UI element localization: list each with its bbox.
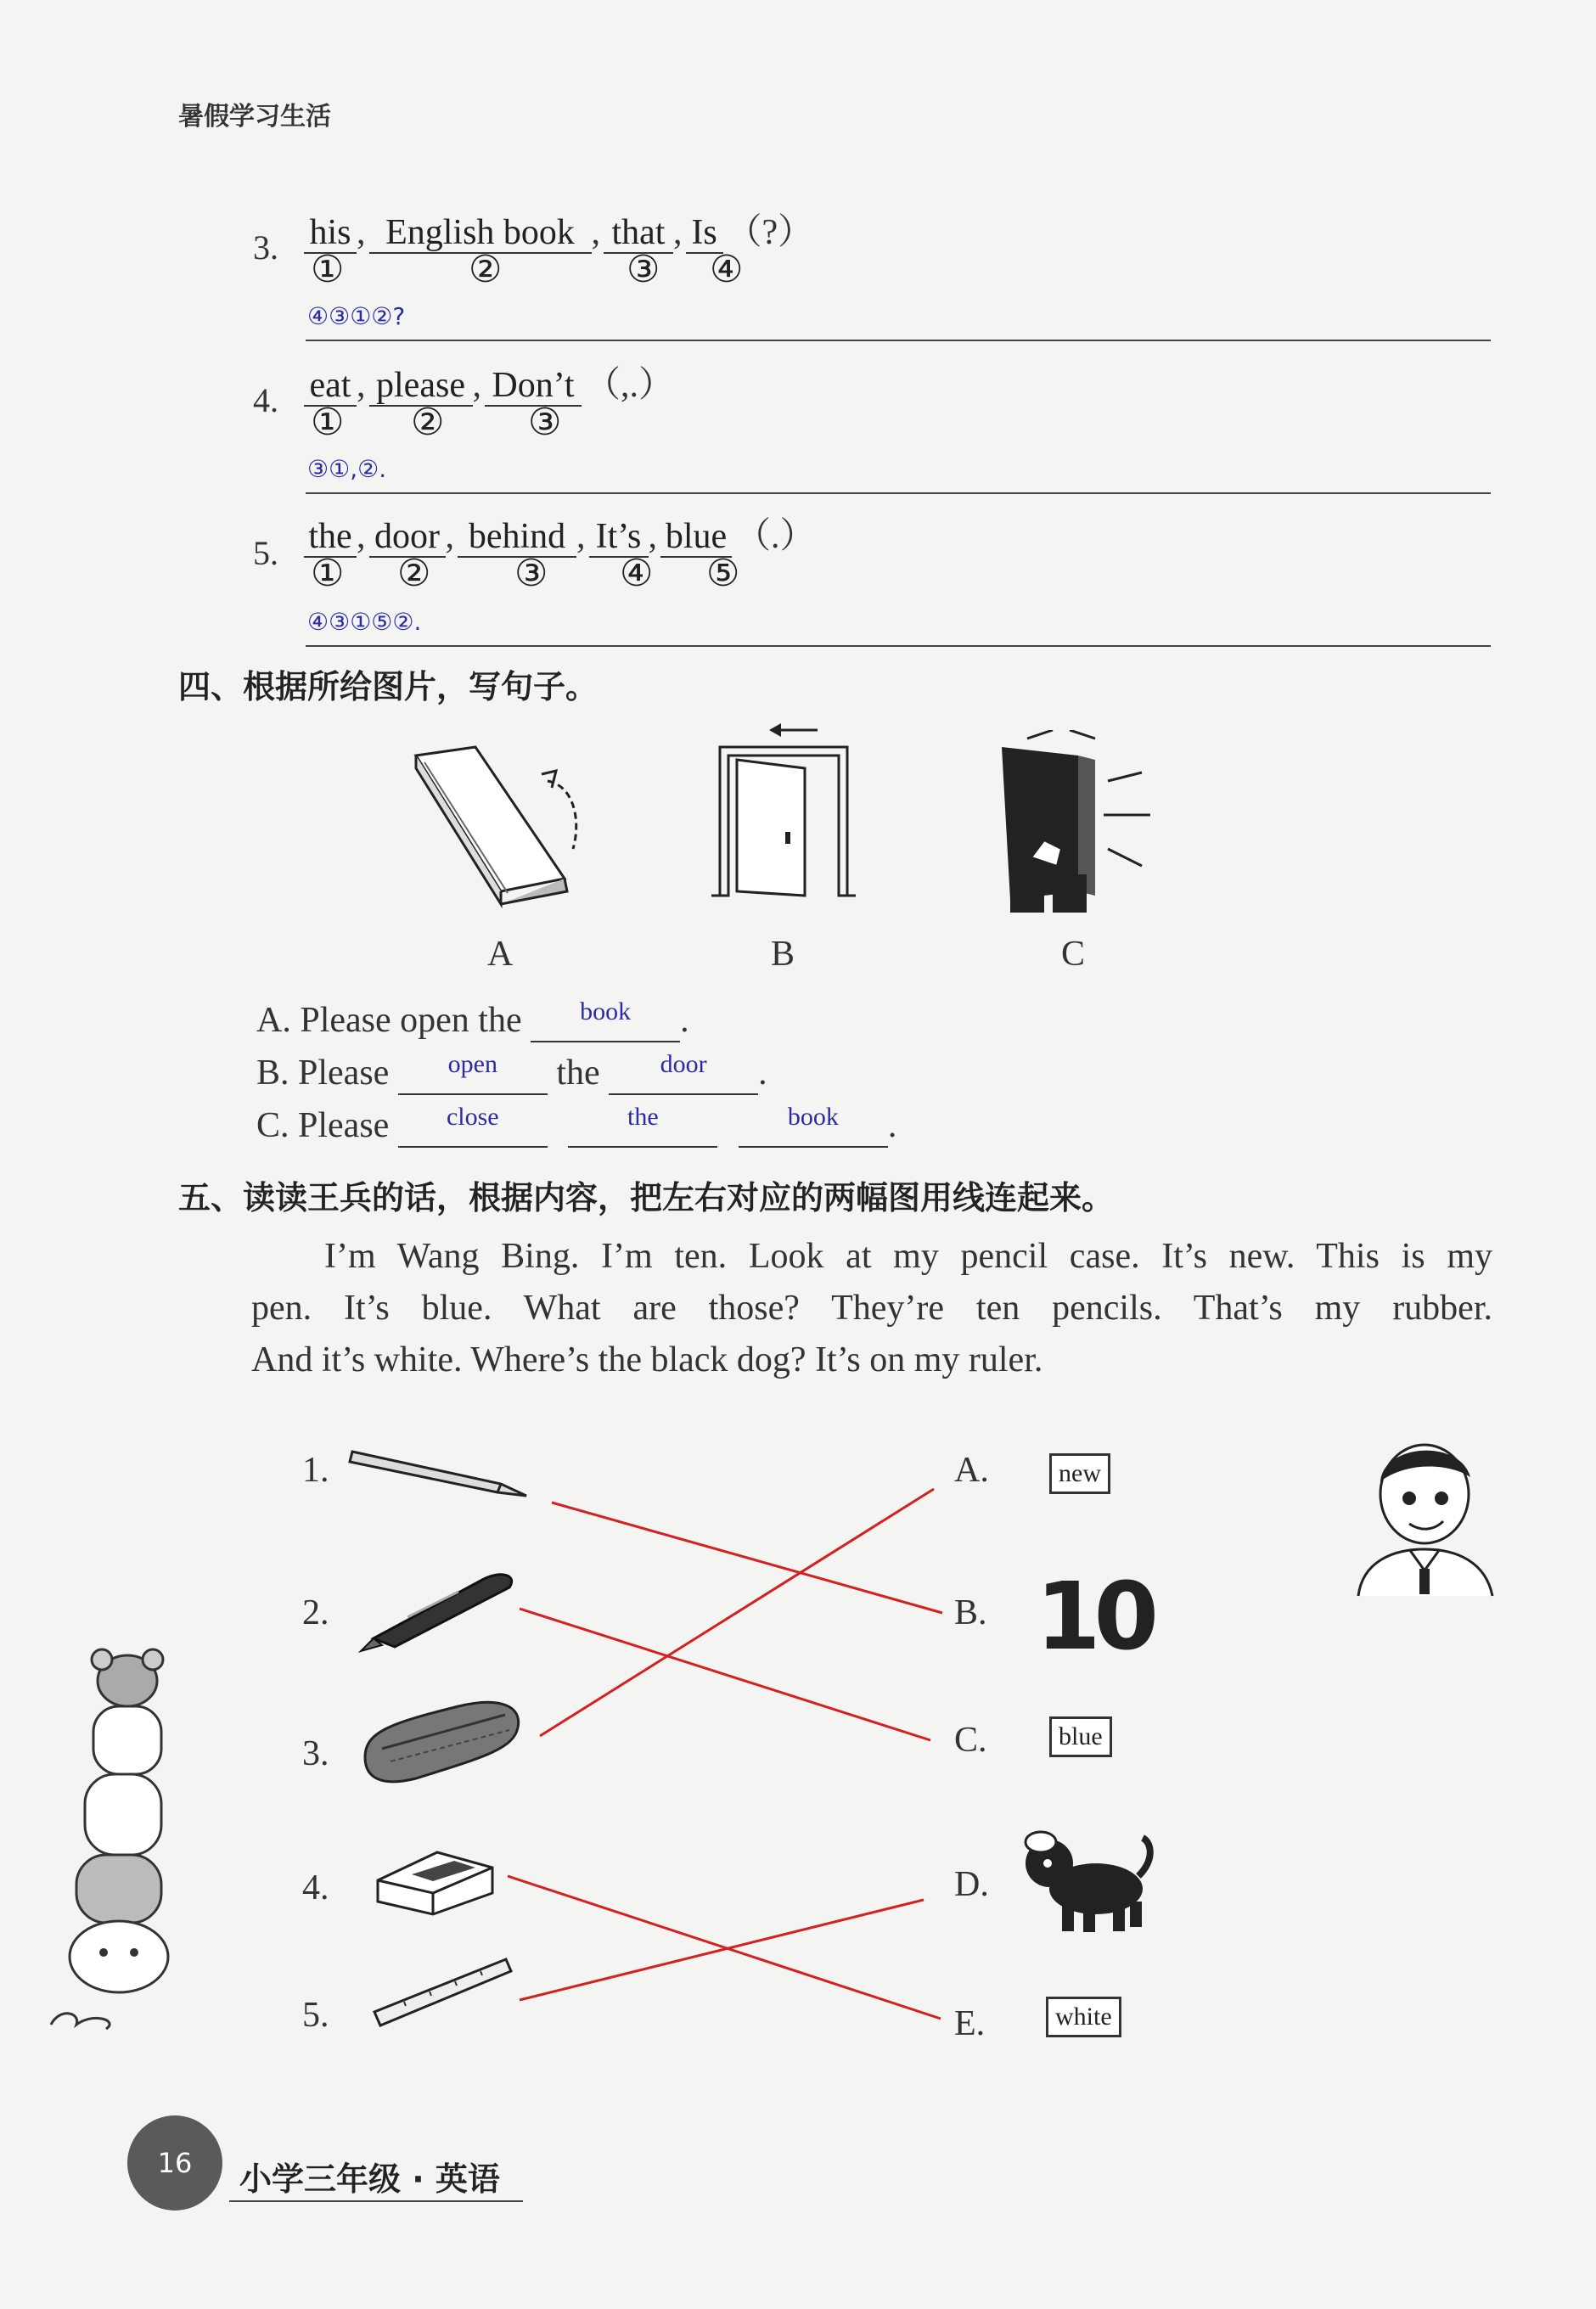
q3-mark-1: ① [311, 248, 345, 291]
line-c-answer-3: book [787, 1103, 839, 1131]
q4-word-1: eat [304, 366, 357, 407]
q5-words: the , door , behind , It’s , blue （.） [304, 508, 816, 559]
q3-mark-4: ④ [710, 248, 744, 291]
q5-word-4: It’s [589, 517, 649, 558]
q4-number: 4. [253, 381, 278, 419]
passage-line-1: I’m Wang Bing. I’m ten. Look at my pencil case. It’s new. This is my [324, 1237, 1492, 1276]
stacked-animals-decoration-icon [42, 1647, 187, 2037]
q4-answer: ③①,②. [307, 455, 387, 483]
line-b-answer-1: open [447, 1050, 497, 1078]
q3-word-4: Is [686, 213, 723, 254]
q5-mark-3: ③ [514, 552, 548, 595]
q3-mark-3: ③ [627, 248, 660, 291]
q4-word-2: please [369, 366, 473, 407]
q4-mark-3: ③ [528, 401, 562, 444]
q5-mark-5: ⑤ [706, 552, 740, 595]
q5-word-3: behind [458, 517, 576, 558]
right-letter-c: C. [954, 1721, 987, 1760]
q5-punct: （.） [735, 517, 816, 556]
q3-number: 3. [253, 228, 278, 267]
q5-mark-2: ② [397, 552, 431, 595]
q3-punct: （?） [726, 213, 814, 252]
right-letter-a: A. [954, 1451, 989, 1490]
line-c-suffix: . [887, 1106, 897, 1145]
left-num-3: 3. [302, 1734, 329, 1773]
blue-word-card: blue [1049, 1716, 1112, 1757]
passage-line-3: And it’s white. Where’s the black dog? It’s on my ruler. [251, 1340, 1043, 1379]
q4-mark-2: ② [411, 401, 445, 444]
left-num-5: 5. [302, 1996, 329, 2035]
left-num-1: 1. [302, 1451, 329, 1490]
line-a-suffix: . [680, 1001, 689, 1040]
line-b-answer-2: door [660, 1050, 707, 1078]
white-word-card: white [1046, 1997, 1121, 2037]
section4-title: 四、根据所给图片，写句子。 [178, 668, 598, 705]
q5-word-2: door [369, 517, 446, 558]
line-c-prefix: C. Please [256, 1106, 390, 1145]
line-c-answer-1: close [446, 1103, 499, 1131]
pic-label-c: C [1061, 935, 1086, 974]
pic-label-b: B [771, 935, 795, 974]
q3-word-2: English book [369, 213, 592, 254]
q3-mark-2: ② [469, 248, 503, 291]
left-num-4: 4. [302, 1868, 329, 1907]
passage-line-2: pen. It’s blue. What are those? They’re ten pencils. That’s my rubber. [251, 1289, 1492, 1328]
footer-book-title: 小学三年级 · 英语 [239, 2160, 500, 2198]
q3-word-3: that [604, 213, 673, 254]
q3-words: his , English book , that , Is （?） [304, 204, 813, 255]
q5-mark-4: ④ [620, 552, 654, 595]
q5-mark-1: ① [311, 552, 345, 595]
left-num-2: 2. [302, 1593, 329, 1632]
right-letter-e: E. [954, 2004, 986, 2043]
page-number: 16 [127, 2115, 222, 2211]
q5-number: 5. [253, 534, 278, 572]
q4-words: eat , please , Don’t （,.） [304, 357, 674, 407]
match-line-4-e [508, 1876, 941, 2019]
right-letter-d: D. [954, 1865, 989, 1904]
right-letter-b: B. [954, 1593, 987, 1632]
q3-word-1: his [304, 213, 357, 254]
line-a-prefix: A. Please open the [256, 1001, 522, 1040]
q5-word-1: the [304, 517, 357, 558]
q3-answer: ④③①②? [307, 302, 406, 330]
q4-mark-1: ① [311, 401, 345, 444]
match-line-2-c [520, 1609, 930, 1740]
line-b-suffix: . [758, 1053, 767, 1093]
section5-title: 五、读读王兵的话，根据内容，把左右对应的两幅图用线连起来。 [178, 1179, 1115, 1216]
pic-label-a: A [487, 935, 514, 974]
number-ten-card: 10 [1036, 1562, 1153, 1671]
line-a-answer: book [580, 997, 632, 1025]
q5-answer: ④③①⑤②. [307, 608, 422, 636]
footer-rule [229, 2200, 523, 2202]
line-c-answer-2: the [627, 1103, 659, 1131]
line-b-mid: the [556, 1053, 600, 1093]
new-word-card: new [1049, 1453, 1110, 1494]
q5-word-5: blue [660, 517, 732, 558]
match-line-5-d [520, 1900, 924, 2000]
running-header: 暑假学习生活 [178, 102, 331, 132]
line-b-prefix: B. Please [256, 1053, 390, 1093]
q4-word-3: Don’t [485, 366, 582, 407]
match-line-3-a [540, 1489, 934, 1736]
q4-punct: （,.） [585, 366, 675, 405]
